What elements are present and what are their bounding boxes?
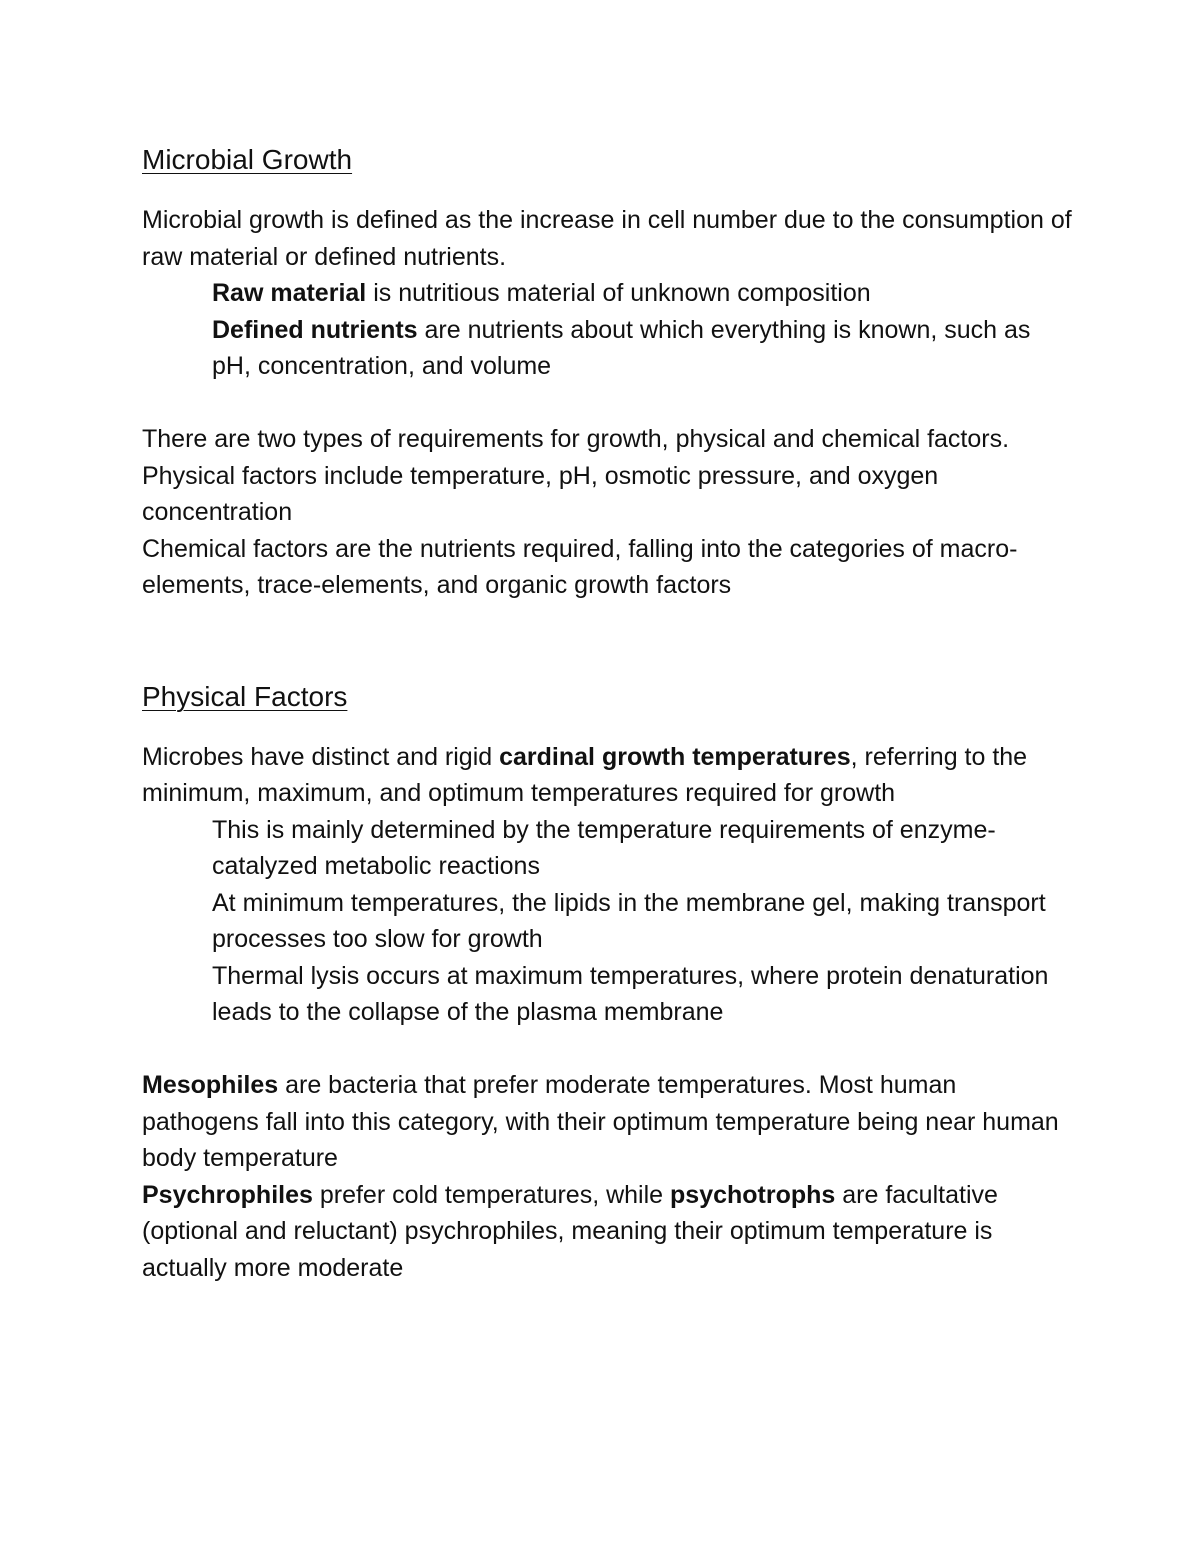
term-cardinal-growth-temperatures: cardinal growth temperatures	[499, 742, 851, 771]
text-cardinal-post: , referring to the minimum, maximum, and optimum temperatures required for growth	[142, 742, 1028, 807]
text-psychrophiles-mid: prefer cold temperatures, while	[312, 1180, 671, 1209]
spacer	[142, 385, 1072, 422]
text-psychrophiles-end: are facultative (optional and reluctant) psychrophiles, meaning their optimum temperature is actually more moderate	[142, 1180, 998, 1282]
text-mesophiles: are bacteria that prefer moderate temperatures. Most human pathogens fall into this category, with their optimum temperature being near human body temperature	[142, 1071, 1059, 1172]
term-mesophiles: Mesophiles	[142, 1071, 279, 1099]
spacer	[142, 180, 1072, 202]
term-defined-nutrients: Defined nutrients	[212, 315, 418, 344]
term-raw-material: Raw material	[212, 279, 367, 307]
document-page	[142, 140, 1072, 1286]
paragraph-mesophiles	[142, 1067, 1072, 1177]
paragraph-cardinal-temperatures	[142, 739, 1072, 812]
term-psychrophiles: Psychrophiles	[142, 1180, 313, 1209]
spacer	[142, 717, 1072, 739]
paragraph-minimum-temperatures: At minimum temperatures, the lipids in the membrane gel, making transport processes too slow for growth	[212, 888, 1046, 953]
paragraph-physical-factors: Physical factors include temperature, pH, osmotic pressure, and oxygen concentration	[142, 461, 939, 526]
paragraph-raw-material	[142, 275, 1072, 312]
heading-physical-factors: Physical Factors	[142, 680, 348, 712]
text-defined-nutrients: are nutrients about which everything is known, such as pH, concentration, and volume	[212, 315, 1031, 380]
paragraph-enzyme-requirements: This is mainly determined by the temperature requirements of enzyme-catalyzed metabolic reactions	[212, 815, 996, 880]
heading-microbial-growth: Microbial Growth	[142, 144, 353, 175]
paragraph-chemical-factors: Chemical factors are the nutrients required, falling into the categories of macro-elements, trace-elements, and organic growth factors	[142, 534, 1018, 599]
text-raw-material: is nutritious material of unknown composition	[366, 279, 871, 307]
spacer	[142, 1031, 1072, 1068]
paragraph-psychrophiles	[142, 1177, 1072, 1287]
paragraph-requirements: There are two types of requirements for growth, physical and chemical factors.	[142, 425, 1010, 453]
spacer	[142, 604, 1072, 677]
paragraph-thermal-lysis: Thermal lysis occurs at maximum temperatures, where protein denaturation leads to the collapse of the plasma membrane	[212, 961, 1049, 1026]
text-cardinal-pre: Microbes have distinct and rigid	[142, 742, 500, 771]
paragraph-definition: Microbial growth is defined as the increase in cell number due to the consumption of raw material or defined nutrients.	[142, 206, 1072, 271]
term-psychotrophs: psychotrophs	[670, 1180, 836, 1209]
paragraph-defined-nutrients	[142, 312, 1072, 385]
